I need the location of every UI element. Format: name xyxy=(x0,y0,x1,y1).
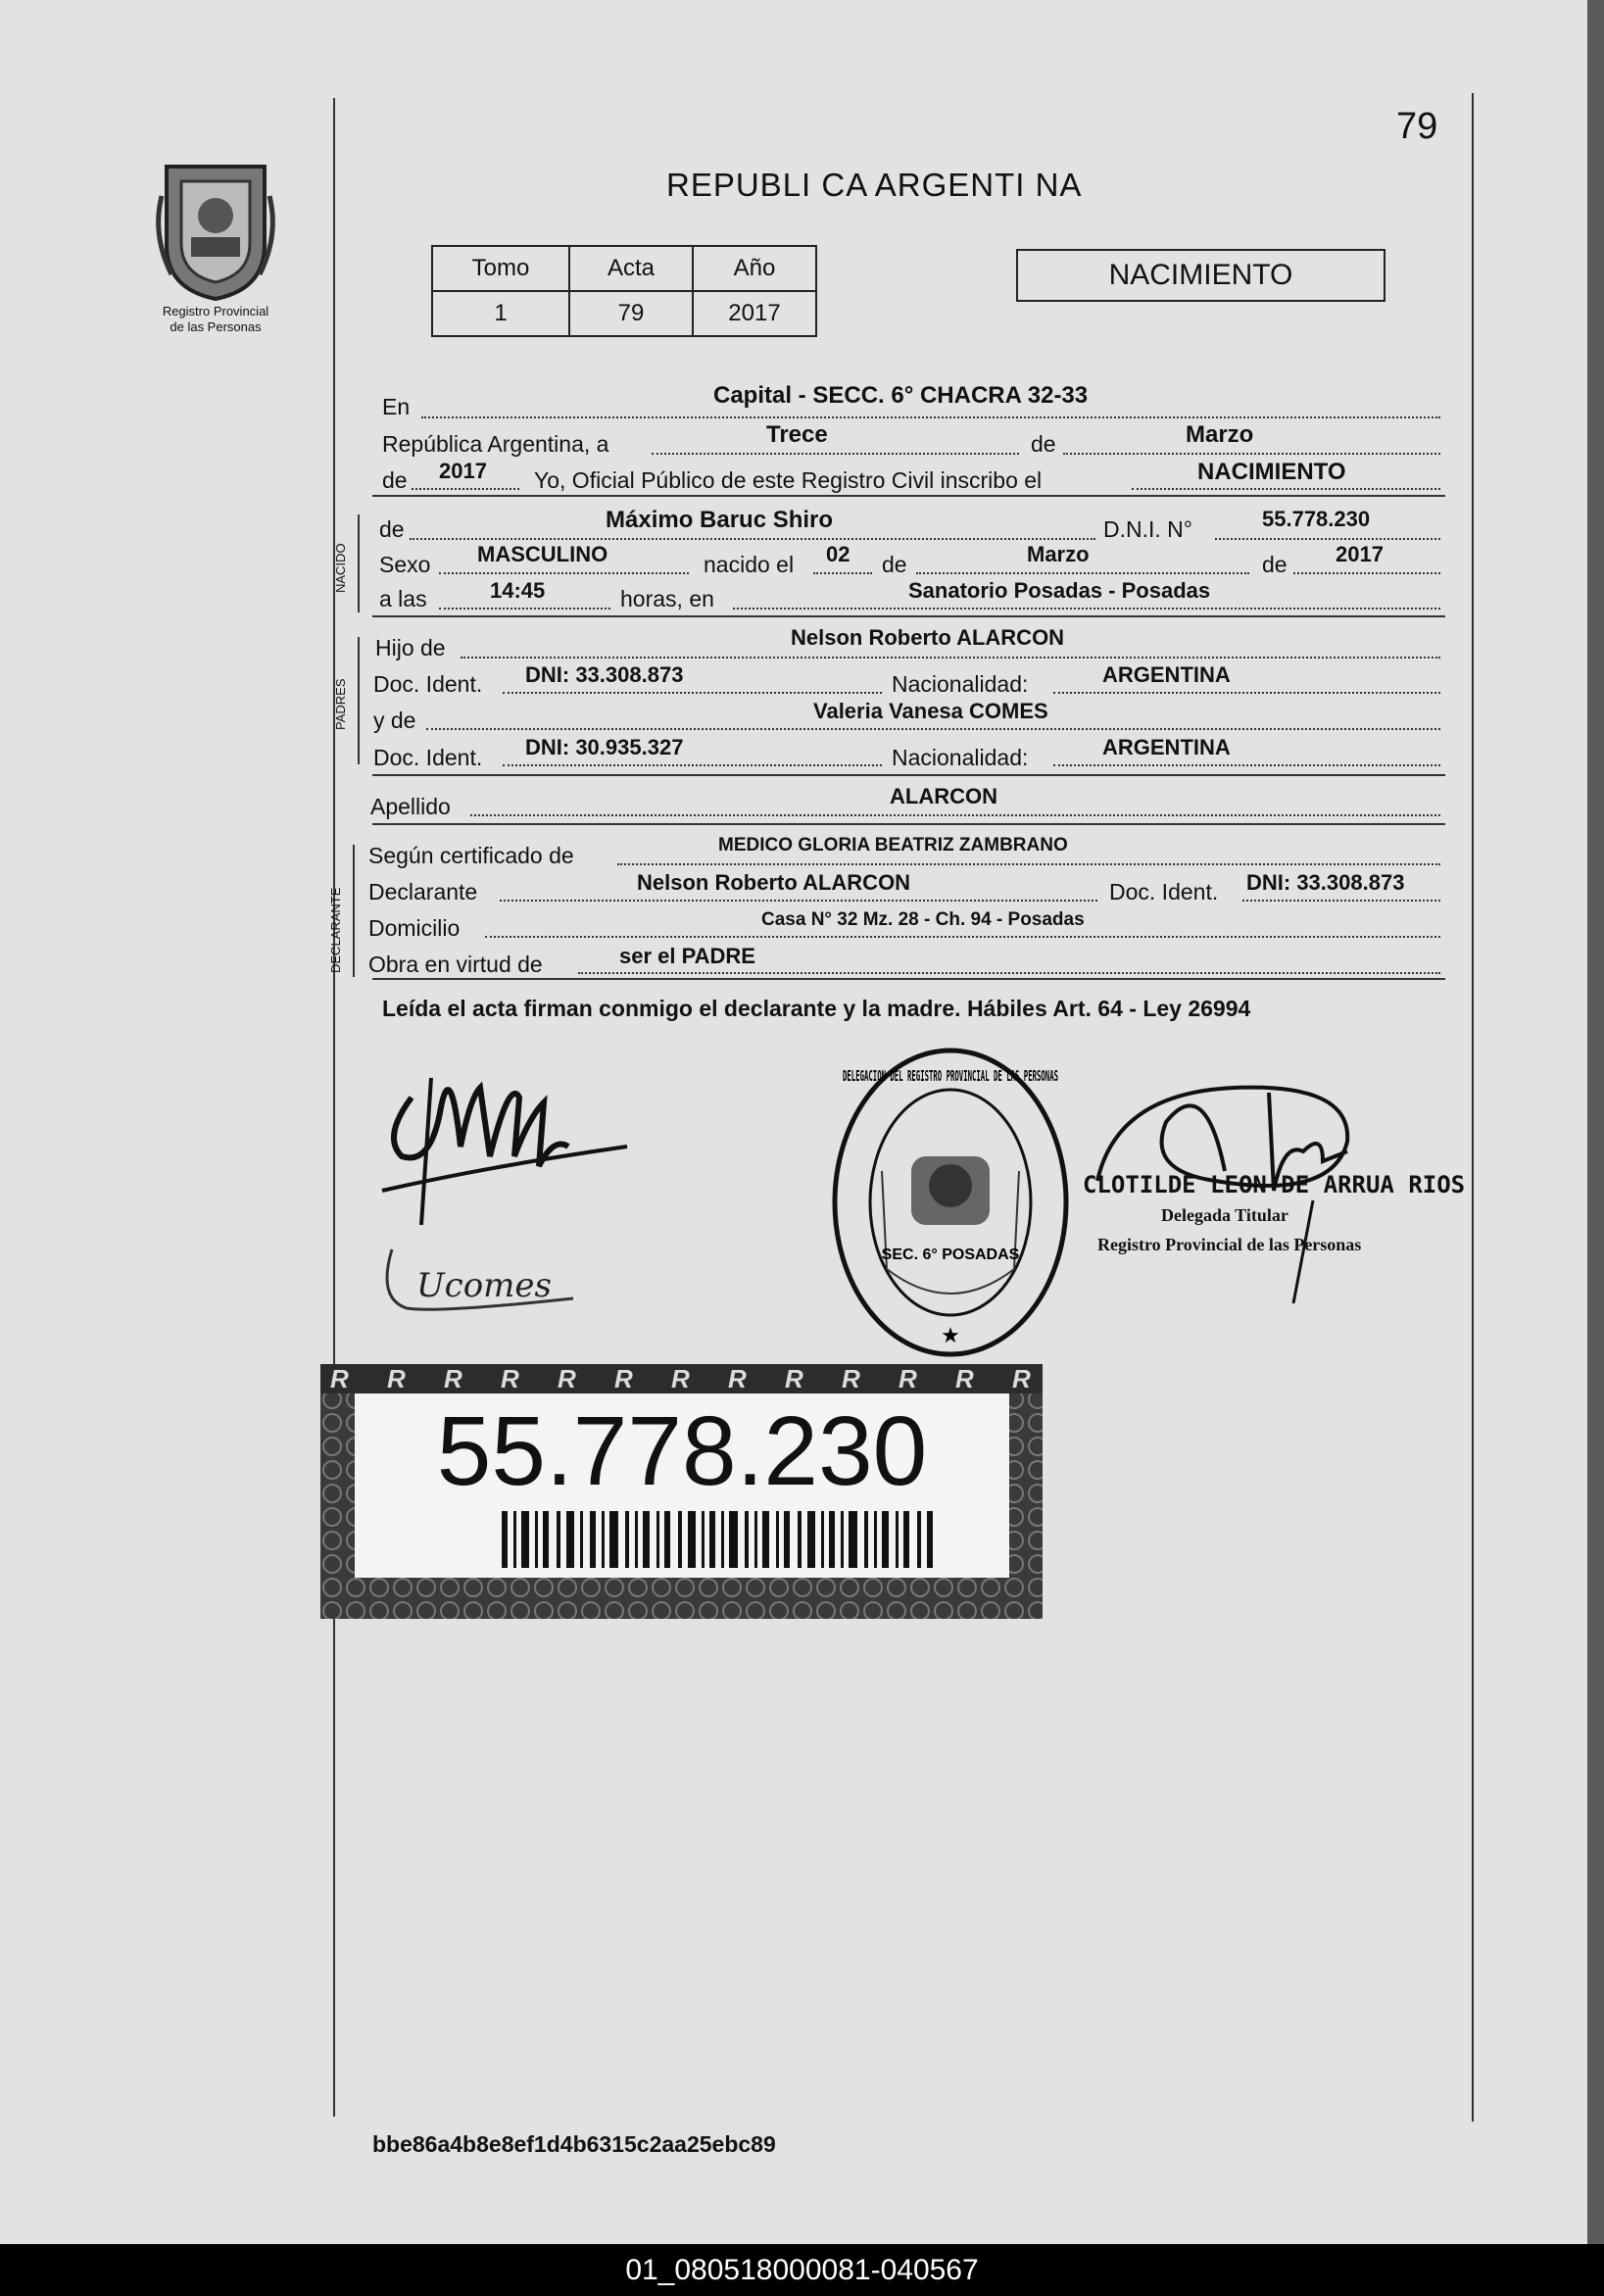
dia-value: Trece xyxy=(766,421,828,448)
de-label: de xyxy=(379,516,405,542)
dotted-line xyxy=(617,863,1440,865)
de-label: de xyxy=(1031,431,1056,457)
logo-caption-line2: de las Personas xyxy=(170,319,262,334)
dotted-line xyxy=(1132,488,1440,490)
section-bracket xyxy=(353,845,355,977)
dotted-line xyxy=(1293,572,1440,574)
page-number: 79 xyxy=(1396,106,1438,147)
svg-text:★: ★ xyxy=(941,1324,960,1348)
acta-value: 79 xyxy=(569,291,693,336)
dotted-line xyxy=(426,728,1440,730)
left-margin-line xyxy=(333,98,335,2117)
en-label: En xyxy=(382,394,411,419)
anio-value: 2017 xyxy=(693,291,816,336)
closing-statement: Leída el acta firman conmigo el declarante y la madre. Hábiles Art. 64 - Ley 26994 xyxy=(382,996,1251,1021)
section-divider xyxy=(372,615,1445,617)
dotted-line xyxy=(1053,692,1440,694)
delegate-organization: Registro Provincial de las Personas xyxy=(1097,1235,1362,1254)
dotted-line xyxy=(503,764,882,766)
dotted-line xyxy=(1053,764,1440,766)
logo-caption-line1: Registro Provincial xyxy=(162,304,269,318)
section-bracket xyxy=(358,514,360,612)
dotted-line xyxy=(813,572,872,574)
dotted-line xyxy=(461,657,1440,659)
madre-nacionalidad: ARGENTINA xyxy=(1102,735,1231,759)
section-bracket xyxy=(358,637,360,764)
nacido-anio: 2017 xyxy=(1336,542,1384,566)
nacido-tag: NACIDO xyxy=(333,543,348,593)
declarante-tag: DECLARANTE xyxy=(328,887,343,973)
mother-signature-text: Ucomes xyxy=(416,1266,552,1305)
seal-ring-text: DELEGACION DEL REGISTRO PROVINCIAL DE LAS PERSONAS xyxy=(843,1067,1058,1085)
doc-ident-label: Doc. Ident. xyxy=(373,671,483,697)
barcode xyxy=(502,1511,933,1568)
tomo-acta-anio-table xyxy=(431,245,817,337)
delegate-title: Delegada Titular xyxy=(1161,1205,1288,1225)
registry-seal xyxy=(828,1044,1073,1362)
dotted-line xyxy=(439,608,610,610)
logo-caption xyxy=(127,304,304,335)
republica-label: República Argentina, a xyxy=(382,431,609,457)
sticker-label-area xyxy=(355,1393,1009,1578)
dotted-line xyxy=(1242,900,1440,902)
certificado-label: Según certificado de xyxy=(368,843,574,868)
doc-ident-label: Doc. Ident. xyxy=(373,745,483,770)
sticker-dni-number: 55.778.230 xyxy=(436,1396,928,1506)
tomo-value: 1 xyxy=(432,291,569,336)
madre-nombre: Valeria Vanesa COMES xyxy=(813,699,1048,723)
declarante-value: Nelson Roberto ALARCON xyxy=(637,870,911,895)
dotted-line xyxy=(500,900,1097,902)
record-type-box: NACIMIENTO xyxy=(1016,249,1385,302)
document-hash: bbe86a4b8e8ef1d4b6315c2aa25ebc89 xyxy=(372,2131,776,2157)
scan-footer xyxy=(0,2244,1604,2296)
domicilio-label: Domicilio xyxy=(368,915,461,941)
dotted-line xyxy=(1215,538,1440,540)
section-divider xyxy=(372,823,1445,825)
certificado-value: MEDICO GLORIA BEATRIZ ZAMBRANO xyxy=(718,835,1068,855)
y-de-label: y de xyxy=(373,708,416,733)
padres-tag: PADRES xyxy=(333,678,348,730)
seal-inner-text: SEC. 6° POSADAS xyxy=(881,1246,1020,1263)
dotted-line xyxy=(916,572,1249,574)
nacionalidad-label: Nacionalidad: xyxy=(892,671,1029,697)
page-edge xyxy=(1587,0,1604,2244)
nacido-nombre: Máximo Baruc Shiro xyxy=(606,507,834,533)
nacido-sexo: MASCULINO xyxy=(477,542,608,566)
nacido-hora: 14:45 xyxy=(490,578,546,603)
hijo-de-label: Hijo de xyxy=(375,635,446,660)
officer-signature xyxy=(372,1039,647,1235)
tomo-header: Tomo xyxy=(432,246,569,291)
en-value: Capital - SECC. 6° CHACRA 32-33 xyxy=(713,382,1089,409)
anio-header: Año xyxy=(693,246,816,291)
obra-value: ser el PADRE xyxy=(619,944,755,968)
dni-sticker xyxy=(320,1364,1043,1619)
nacido-lugar: Sanatorio Posadas - Posadas xyxy=(908,578,1211,603)
madre-doc: DNI: 30.935.327 xyxy=(525,735,684,759)
document-title: REPUBLI CA ARGENTI NA xyxy=(666,167,1083,203)
sexo-label: Sexo xyxy=(379,552,431,577)
provincial-registry-logo xyxy=(147,157,284,304)
horas-en-label: horas, en xyxy=(620,586,714,611)
acta-header: Acta xyxy=(569,246,693,291)
padre-nombre: Nelson Roberto ALARCON xyxy=(791,625,1065,650)
dotted-line xyxy=(578,972,1440,974)
dotted-line xyxy=(412,488,519,490)
dotted-line xyxy=(652,453,1019,455)
nacido-dia: 02 xyxy=(826,542,851,566)
right-margin-line xyxy=(1472,93,1474,2122)
declarante-label: Declarante xyxy=(368,879,478,904)
apellido-value: ALARCON xyxy=(890,784,997,808)
dotted-line xyxy=(503,692,882,694)
delegate-name: CLOTILDE LEON DE ARRUA RIOS xyxy=(1083,1171,1466,1198)
nacionalidad-label: Nacionalidad: xyxy=(892,745,1029,770)
dotted-line xyxy=(733,608,1440,610)
domicilio-value: Casa N° 32 Mz. 28 - Ch. 94 - Posadas xyxy=(761,909,1085,930)
anio-value: 2017 xyxy=(439,459,487,483)
nacido-dni: 55.778.230 xyxy=(1262,507,1371,531)
dotted-line xyxy=(470,814,1440,816)
mes-value: Marzo xyxy=(1186,421,1254,448)
section-divider xyxy=(372,774,1445,776)
obra-label: Obra en virtud de xyxy=(368,952,543,977)
dotted-line xyxy=(485,936,1440,938)
dni-label: D.N.I. N° xyxy=(1103,516,1192,542)
de-label: de xyxy=(882,552,907,577)
dotted-line xyxy=(439,572,689,574)
de-label: de xyxy=(1262,552,1288,577)
declarante-doc: DNI: 33.308.873 xyxy=(1246,870,1405,895)
a-las-label: a las xyxy=(379,586,427,611)
nacido-mes: Marzo xyxy=(1027,542,1090,566)
section-divider xyxy=(372,978,1445,980)
section-divider xyxy=(372,495,1445,497)
dotted-line xyxy=(421,416,1440,418)
yo-text: Yo, Oficial Público de este Registro Civil inscribo el xyxy=(534,467,1043,493)
doc-ident-label: Doc. Ident. xyxy=(1109,879,1219,904)
dotted-line xyxy=(410,538,1095,540)
inscribo-value: NACIMIENTO xyxy=(1197,459,1346,485)
padre-nacionalidad: ARGENTINA xyxy=(1102,662,1231,687)
padre-doc: DNI: 33.308.873 xyxy=(525,662,684,687)
scan-footer-id: 01_080518000081-040567 xyxy=(625,2254,979,2286)
dotted-line xyxy=(1063,453,1440,455)
mother-signature xyxy=(377,1230,583,1328)
nacido-el-label: nacido el xyxy=(704,552,795,577)
de2-label: de xyxy=(382,467,408,493)
apellido-label: Apellido xyxy=(370,794,451,819)
